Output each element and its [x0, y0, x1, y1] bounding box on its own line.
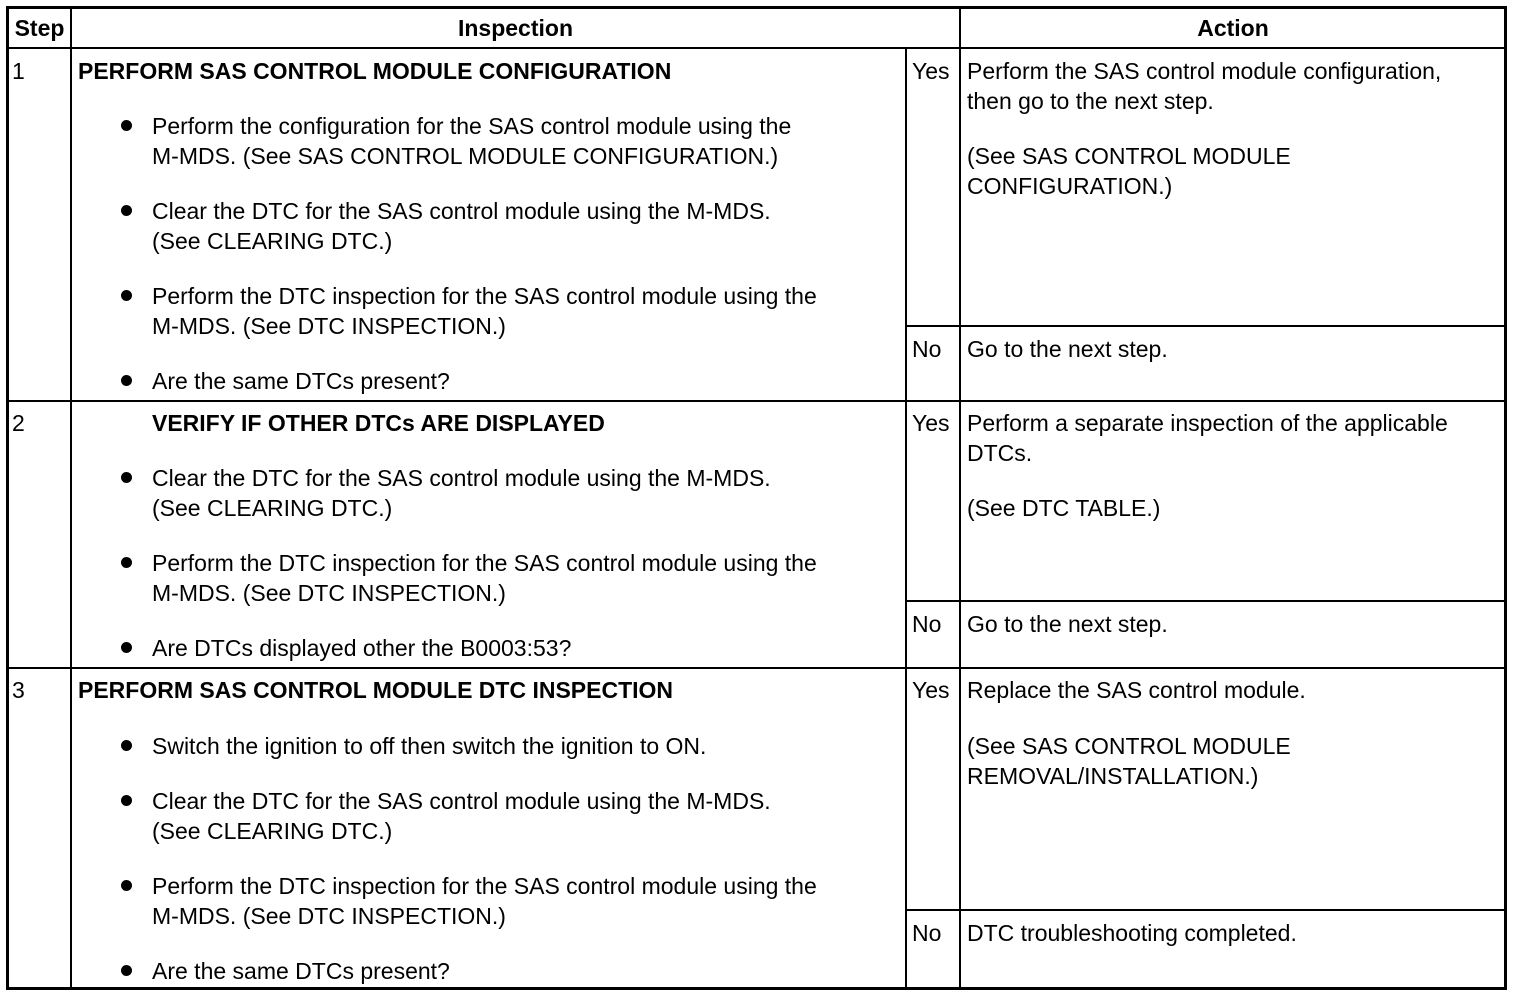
row-divider-2: [9, 667, 1505, 669]
header-divider: [9, 47, 1505, 49]
yes-reference: (See SAS CONTROL MODULE: [967, 733, 1291, 759]
step-title: PERFORM SAS CONTROL MODULE DTC INSPECTION: [78, 677, 674, 703]
yes-action: Perform a separate inspection of the applicable: [967, 410, 1448, 436]
yes-no-divider-2: [907, 600, 1505, 602]
yes-action: Replace the SAS control module.: [967, 677, 1306, 703]
yes-reference: (See DTC TABLE.): [967, 495, 1161, 521]
bullet-dot: [121, 375, 132, 386]
no-label: No: [912, 920, 942, 946]
bullet-line: M-MDS. (See DTC INSPECTION.): [152, 580, 506, 606]
yes-reference: REMOVAL/INSTALLATION.): [967, 763, 1259, 789]
bullet-line: Clear the DTC for the SAS control module using the M-MDS.: [152, 465, 771, 491]
step-column-divider: [70, 9, 72, 987]
bullet-dot: [121, 557, 132, 568]
bullet-dot: [121, 205, 132, 216]
yes-action: DTCs.: [967, 440, 1033, 466]
step-number: 3: [12, 677, 25, 703]
step-title: PERFORM SAS CONTROL MODULE CONFIGURATION: [78, 58, 672, 84]
yes-action: Perform the SAS control module configuration,: [967, 58, 1442, 84]
header-step: Step: [14, 15, 65, 41]
bullet-line: M-MDS. (See SAS CONTROL MODULE CONFIGURATION.): [152, 143, 779, 169]
yes-reference: (See SAS CONTROL MODULE: [967, 143, 1291, 169]
step-title: VERIFY IF OTHER DTCs ARE DISPLAYED: [152, 410, 605, 436]
bullet-line: Switch the ignition to off then switch the ignition to ON.: [152, 733, 707, 759]
bullet-dot: [121, 290, 132, 301]
bullet-line: Are the same DTCs present?: [152, 958, 450, 984]
bullet-line: M-MDS. (See DTC INSPECTION.): [152, 313, 506, 339]
header-action: Action: [1197, 15, 1269, 41]
bullet-line: Clear the DTC for the SAS control module using the M-MDS.: [152, 198, 771, 224]
no-label: No: [912, 336, 942, 362]
step-number: 2: [12, 410, 25, 436]
bullet-line: Perform the configuration for the SAS control module using the: [152, 113, 792, 139]
bullet-line: Are the same DTCs present?: [152, 368, 450, 394]
bullet-line: Perform the DTC inspection for the SAS control module using the: [152, 550, 817, 576]
no-action: Go to the next step.: [967, 336, 1168, 362]
bullet-dot: [121, 965, 132, 976]
bullet-dot: [121, 880, 132, 891]
action-column-divider: [959, 9, 961, 987]
bullet-line: Perform the DTC inspection for the SAS control module using the: [152, 873, 817, 899]
yes-label: Yes: [912, 677, 950, 703]
yes-no-divider-1: [907, 325, 1505, 327]
bullet-line: M-MDS. (See DTC INSPECTION.): [152, 903, 506, 929]
bullet-line: Clear the DTC for the SAS control module using the M-MDS.: [152, 788, 771, 814]
bullet-line: Perform the DTC inspection for the SAS control module using the: [152, 283, 817, 309]
inspection-answer-divider: [905, 48, 907, 987]
yes-label: Yes: [912, 410, 950, 436]
yes-action: then go to the next step.: [967, 88, 1214, 114]
bullet-dot: [121, 472, 132, 483]
bullet-line: (See CLEARING DTC.): [152, 228, 393, 254]
bullet-dot: [121, 740, 132, 751]
no-action: Go to the next step.: [967, 611, 1168, 637]
bullet-dot: [121, 642, 132, 653]
bullet-line: Are DTCs displayed other the B0003:53?: [152, 635, 572, 661]
no-action: DTC troubleshooting completed.: [967, 920, 1297, 946]
yes-reference: CONFIGURATION.): [967, 173, 1173, 199]
bullet-dot: [121, 795, 132, 806]
step-number: 1: [12, 58, 25, 84]
bullet-line: (See CLEARING DTC.): [152, 818, 393, 844]
header-inspection: Inspection: [457, 15, 573, 41]
row-divider-1: [9, 400, 1505, 402]
yes-label: Yes: [912, 58, 950, 84]
yes-no-divider-3: [907, 909, 1505, 911]
bullet-line: (See CLEARING DTC.): [152, 495, 393, 521]
bullet-dot: [121, 120, 132, 131]
no-label: No: [912, 611, 942, 637]
